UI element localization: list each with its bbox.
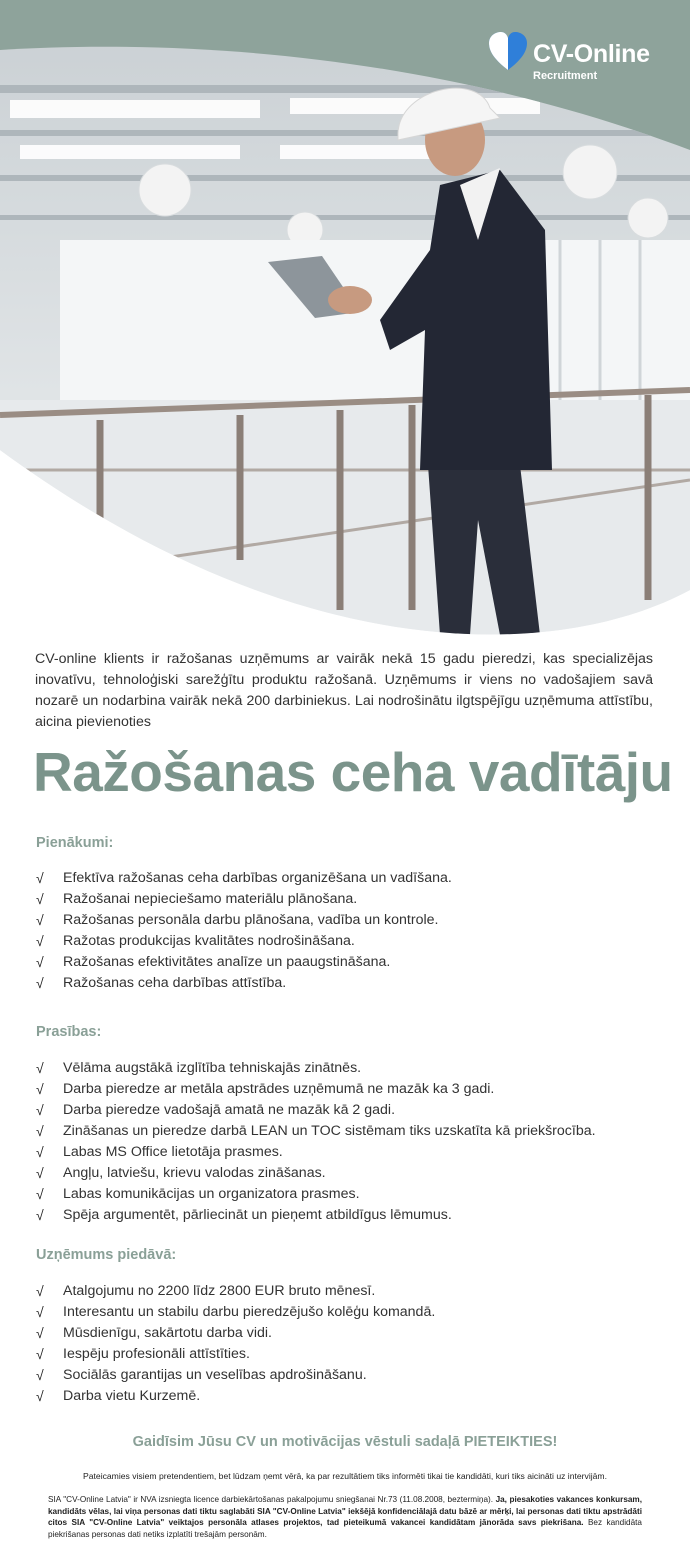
list-item-text: Ražošanas efektivitātes analīze un paaugstināšana.	[63, 954, 391, 970]
list-item-text: Ražošanas ceha darbības attīstība.	[63, 975, 287, 991]
checkmark-icon: √	[36, 1388, 44, 1404]
checkmark-icon: √	[36, 912, 44, 928]
checkmark-icon: √	[36, 1207, 44, 1223]
list-item-text: Zināšanas un pieredze darbā LEAN un TOC sistēmam tiks uzskatīta kā priekšrocība.	[63, 1123, 596, 1139]
checkmark-icon: √	[36, 1325, 44, 1341]
list-item-text: Ražošanas personāla darbu plānošana, vadība un kontrole.	[63, 912, 439, 928]
list-item-text: Ražošanai nepieciešamo materiālu plānošana.	[63, 891, 358, 907]
list-item	[36, 931, 656, 952]
requirements-heading: Prasības:	[36, 1024, 102, 1040]
checkmark-icon: √	[36, 975, 44, 991]
list-item	[36, 1121, 656, 1142]
checkmark-icon: √	[36, 1081, 44, 1097]
brand-subtitle: Recruitment	[533, 70, 598, 82]
offer-heading: Uzņēmums piedāvā:	[36, 1247, 177, 1263]
list-item-text: Sociālās garantijas un veselības apdrošināšanu.	[63, 1367, 367, 1383]
list-item	[36, 1163, 656, 1184]
list-item-text: Labas MS Office lietotāja prasmes.	[63, 1144, 283, 1160]
legal-text-part3: Bez kandidāta piekrišanas personas dati netiks izplatīti trešajām personām.	[48, 1518, 642, 1539]
heart-logo-icon	[487, 30, 529, 74]
list-item	[36, 1142, 656, 1163]
hero-photo	[0, 0, 690, 640]
list-item-text: Ražotas produkcijas kvalitātes nodrošināšana.	[63, 933, 355, 949]
list-item	[36, 1079, 656, 1100]
list-item-text: Interesantu un stabilu darbu pieredzējušo kolēģu komandā.	[63, 1304, 436, 1320]
checkmark-icon: √	[36, 1304, 44, 1320]
list-item	[36, 1323, 656, 1344]
list-item-text: Iespēju profesionāli attīstīties.	[63, 1346, 250, 1362]
list-item	[36, 1386, 656, 1407]
list-item	[36, 1100, 656, 1121]
list-item-text: Labas komunikācijas un organizatora prasmes.	[63, 1186, 360, 1202]
list-item	[36, 1058, 656, 1079]
offer-list	[36, 1281, 656, 1407]
brand-name: CV-Online	[533, 40, 650, 68]
list-item	[36, 889, 656, 910]
list-item-text: Vēlāma augstākā izglītība tehniskajās zinātnēs.	[63, 1060, 362, 1076]
checkmark-icon: √	[36, 1123, 44, 1139]
checkmark-icon: √	[36, 891, 44, 907]
duties-list	[36, 868, 656, 994]
intro-paragraph: CV-online klients ir ražošanas uzņēmums ar vairāk nekā 15 gadu pieredzi, kas specializējas inovatīvu, tehnoloģiski sarežģītu produktu ražošanā. Uzņēmums ir viens no vadošajiem savā nozarē un nodarbina vairāk nekā 200 darbiniekus. Lai nodrošinātu ilgtspējīgu uzņēmuma attīstību, aicina pievienoties	[35, 651, 653, 730]
checkmark-icon: √	[36, 954, 44, 970]
legal-notice	[48, 1494, 642, 1540]
checkmark-icon: √	[36, 1186, 44, 1202]
job-title: Ražošanas ceha vadītāju	[33, 741, 673, 803]
duties-heading: Pienākumi:	[36, 835, 114, 851]
checkmark-icon: √	[36, 1144, 44, 1160]
list-item-text: Spēja argumentēt, pārliecināt un pieņemt atbildīgus lēmumus.	[63, 1207, 452, 1223]
legal-text-part1: SIA "CV-Online Latvia" ir NVA izsniegta licence darbiekārtošanas pakalpojumu sniegšanai Nr.73 (11.08.2008, beztermiņa).	[48, 1495, 496, 1504]
checkmark-icon: √	[36, 1283, 44, 1299]
list-item	[36, 973, 656, 994]
checkmark-icon: √	[36, 870, 44, 886]
list-item	[36, 1184, 656, 1205]
list-item-text: Mūsdienīgu, sakārtotu darba vidi.	[63, 1325, 272, 1341]
thanks-note: Pateicamies visiem pretendentiem, bet lūdzam ņemt vērā, ka par rezultātiem tiks informēti tikai tie kandidāti, kuri tiks aicināti uz intervijām.	[83, 1471, 607, 1481]
brand-logo	[487, 30, 667, 86]
list-item	[36, 868, 656, 889]
apply-call-to-action: Gaidīsim Jūsu CV un motivācijas vēstuli sadaļā PIETEIKTIES!	[132, 1434, 558, 1450]
checkmark-icon: √	[36, 1060, 44, 1076]
legal-text-consent: Ja, piesakoties vakances konkursam, kandidāts vēlas, lai viņa personas dati tiktu saglabāti SIA "CV-Online Latvia" iekšējā konfidenciālajā datu bāzē ar mērķi, lai personas dati tiktu apstrādāti citos SIA "CV-Online Latvia" veiktajos personāla atlases projektos, tad pieteikumā vakancei kandidātam jānorāda savs piekrišana.	[48, 1495, 642, 1527]
list-item	[36, 1344, 656, 1365]
list-item-text: Angļu, latviešu, krievu valodas zināšanas.	[63, 1165, 326, 1181]
checkmark-icon: √	[36, 933, 44, 949]
list-item-text: Efektīva ražošanas ceha darbības organizēšana un vadīšana.	[63, 870, 452, 886]
requirements-list	[36, 1058, 656, 1226]
list-item-text: Atalgojumu no 2200 līdz 2800 EUR bruto mēnesī.	[63, 1283, 376, 1299]
list-item	[36, 1281, 656, 1302]
list-item	[36, 1205, 656, 1226]
list-item	[36, 952, 656, 973]
checkmark-icon: √	[36, 1165, 44, 1181]
checkmark-icon: √	[36, 1367, 44, 1383]
list-item	[36, 1365, 656, 1386]
checkmark-icon: √	[36, 1102, 44, 1118]
checkmark-icon: √	[36, 1346, 44, 1362]
list-item-text: Darba vietu Kurzemē.	[63, 1388, 201, 1404]
hero-banner	[0, 0, 690, 640]
list-item-text: Darba pieredze ar metāla apstrādes uzņēmumā ne mazāk ka 3 gadi.	[63, 1081, 495, 1097]
list-item	[36, 910, 656, 931]
list-item-text: Darba pieredze vadošajā amatā ne mazāk kā 2 gadi.	[63, 1102, 396, 1118]
list-item	[36, 1302, 656, 1323]
